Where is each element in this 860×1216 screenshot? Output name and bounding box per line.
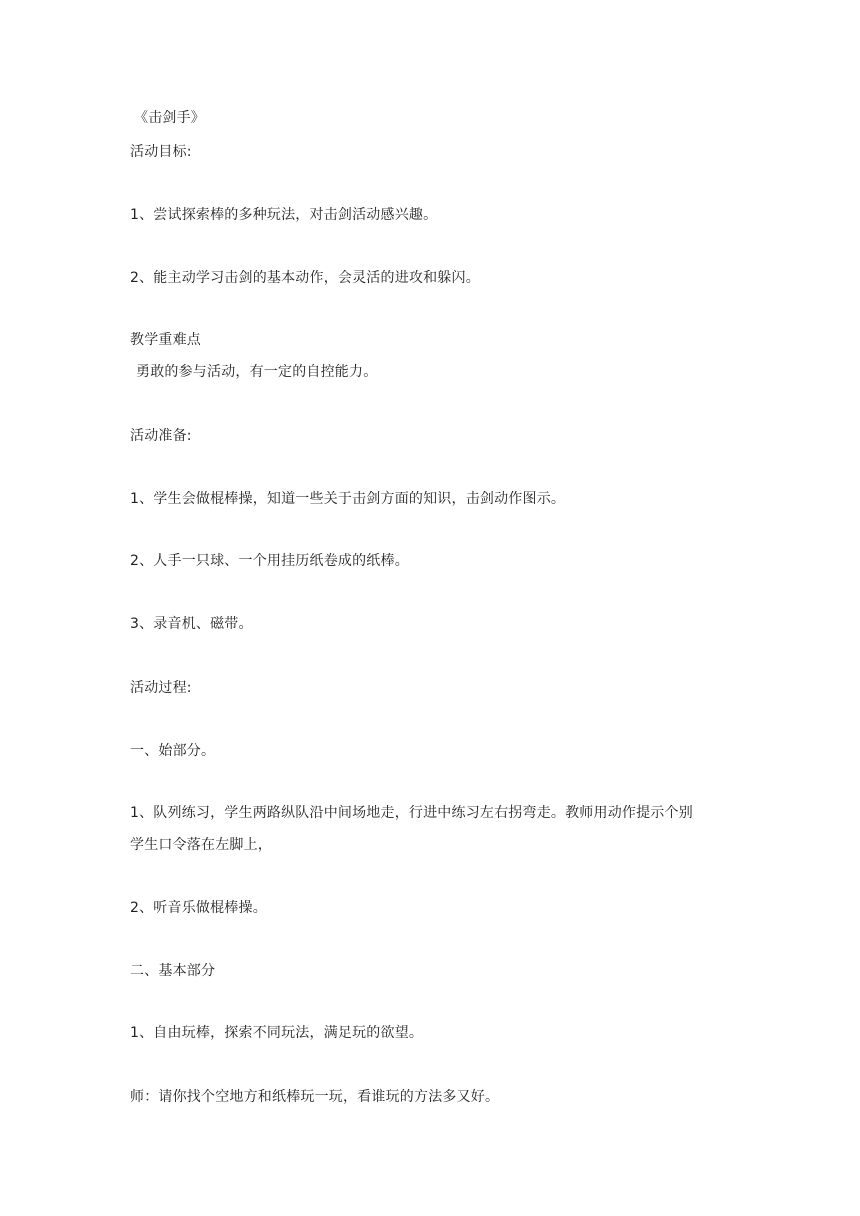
part1-item1-line2: 学生口令落在左脚上， [130, 837, 272, 853]
keypoints-text: 勇敢的参与活动，有一定的自控能力。 [136, 364, 378, 380]
goals-heading: 活动目标: [130, 144, 192, 160]
goal-item-1: 1、尝试探索棒的多种玩法，对击剑活动感兴趣。 [130, 207, 438, 223]
document-title: 《击剑手》 [134, 110, 205, 126]
part1-item1-line1: 1、队列练习，学生两路纵队沿中间场地走，行进中练习左右拐弯走。教师用动作提示个别 [130, 805, 693, 821]
prep-item-3: 3、录音机、磁带。 [130, 616, 253, 632]
part1-item2: 2、听音乐做棍棒操。 [130, 900, 267, 916]
part2-item1: 1、自由玩棒，探索不同玩法，满足玩的欲望。 [130, 1025, 424, 1041]
teacher-instruction: 师：请你找个空地方和纸棒玩一玩，看谁玩的方法多又好。 [130, 1089, 500, 1105]
keypoints-heading: 教学重难点 [130, 332, 201, 348]
prep-item-1: 1、学生会做棍棒操，知道一些关于击剑方面的知识，击剑动作图示。 [130, 491, 566, 507]
prep-item-2: 2、人手一只球、一个用挂历纸卷成的纸棒。 [130, 553, 409, 569]
process-heading: 活动过程: [130, 680, 192, 696]
goal-item-2: 2、能主动学习击剑的基本动作，会灵活的进攻和躲闪。 [130, 270, 480, 286]
prep-heading: 活动准备: [130, 428, 192, 444]
part2-heading: 二、基本部分 [130, 963, 216, 979]
part1-heading: 一、始部分。 [130, 743, 216, 759]
